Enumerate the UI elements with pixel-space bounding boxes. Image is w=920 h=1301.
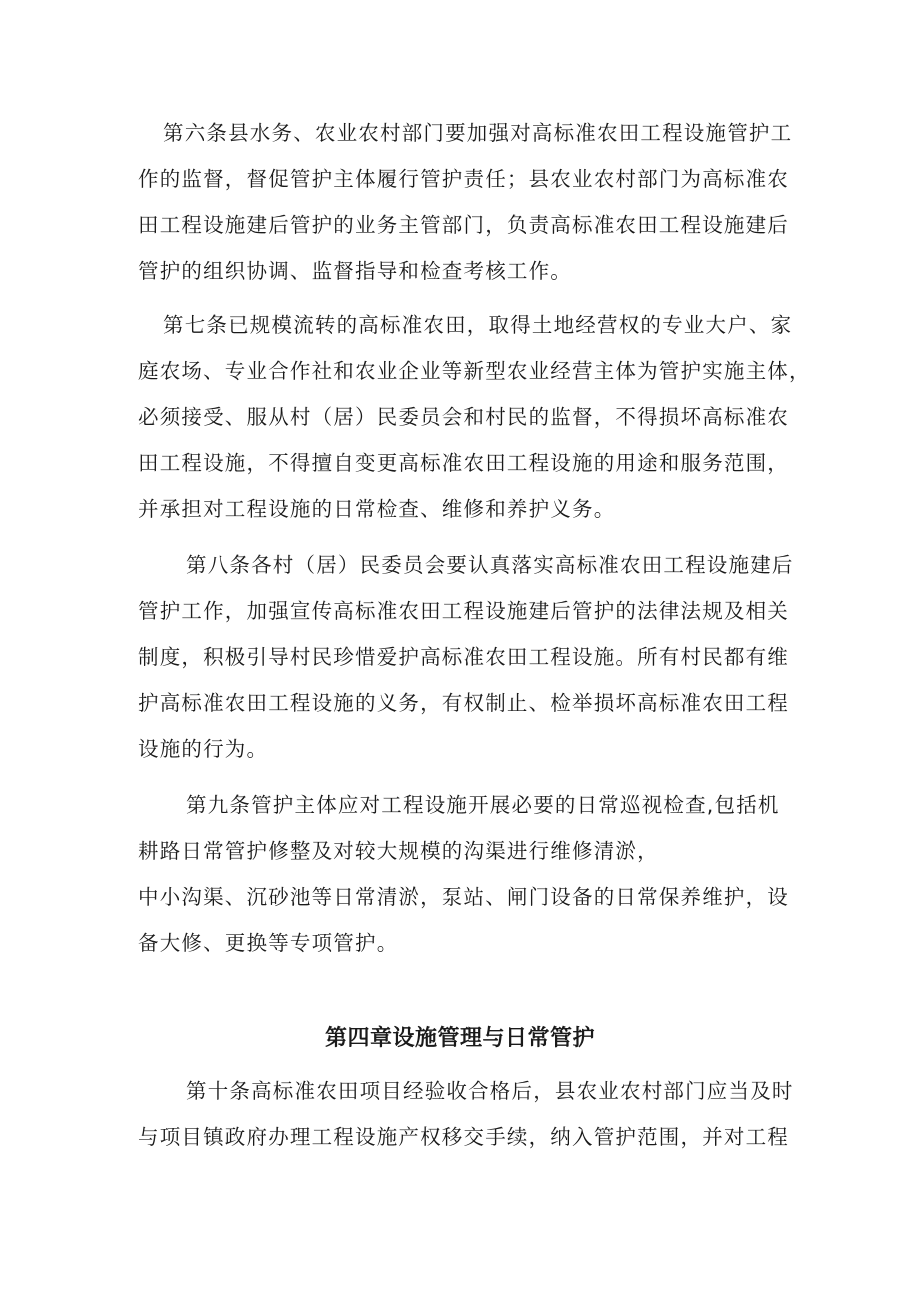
article-8-line-1: 第八条各村（居）民委员会要认真落实高标准农田工程设施建后 — [186, 553, 794, 577]
article-10-line-1: 第十条高标准农田项目经验收合格后，县农业农村部门应当及时 — [186, 1079, 794, 1103]
article-7-line-3: 必须接受、服从村（居）民委员会和村民的监督，不得损坏高标准农 — [138, 405, 789, 429]
article-7-line-5: 并承担对工程设施的日常检查、维修和养护义务。 — [138, 497, 616, 521]
article-6-line-1: 第六条县水务、农业农村部门要加强对高标准农田工程设施管护工 — [163, 121, 793, 145]
article-9-line-2: 耕路日常管护修整及对较大规模的沟渠进行维修清淤， — [138, 839, 659, 863]
article-6-line-4: 管护的组织协调、监督指导和检查考核工作。 — [138, 259, 572, 283]
article-7-line-1: 第七条已规模流转的高标准农田，取得土地经营权的专业大户、家 — [163, 313, 793, 337]
article-9-line-3: 中小沟渠、沉砂池等日常清淤，泵站、闸门设备的日常保养维护，设 — [138, 885, 789, 909]
article-8-line-5: 设施的行为。 — [138, 737, 269, 761]
article-9-line-4: 备大修、更换等专项管护。 — [138, 931, 399, 955]
article-8-line-4: 护高标准农田工程设施的义务，有权制止、检举损坏高标准农田工程 — [138, 691, 789, 715]
article-6-line-2: 作的监督，督促管护主体履行管护责任；县农业农村部门为高标准农 — [138, 167, 789, 191]
article-7-line-2: 庭农场、专业合作社和农业企业等新型农业经营主体为管护实施主体， — [138, 359, 811, 383]
chapter-heading: 第四章设施管理与日常管护 — [324, 1026, 595, 1051]
article-10-line-2: 与项目镇政府办理工程设施产权移交手续，纳入管护范围，并对工程 — [138, 1125, 789, 1149]
article-8-line-3: 制度，积极引导村民珍惜爱护高标准农田工程设施。所有村民都有维 — [138, 645, 789, 669]
article-8-line-2: 管护工作，加强宣传高标准农田工程设施建后管护的法律法规及相关 — [138, 599, 789, 623]
article-9-line-1: 第九条管护主体应对工程设施开展必要的日常巡视检查,包括机 — [186, 793, 780, 817]
article-7-line-4: 田工程设施，不得擅自变更高标准农田工程设施的用途和服务范围， — [138, 451, 789, 475]
article-6-line-3: 田工程设施建后管护的业务主管部门，负责高标准农田工程设施建后 — [138, 213, 789, 237]
